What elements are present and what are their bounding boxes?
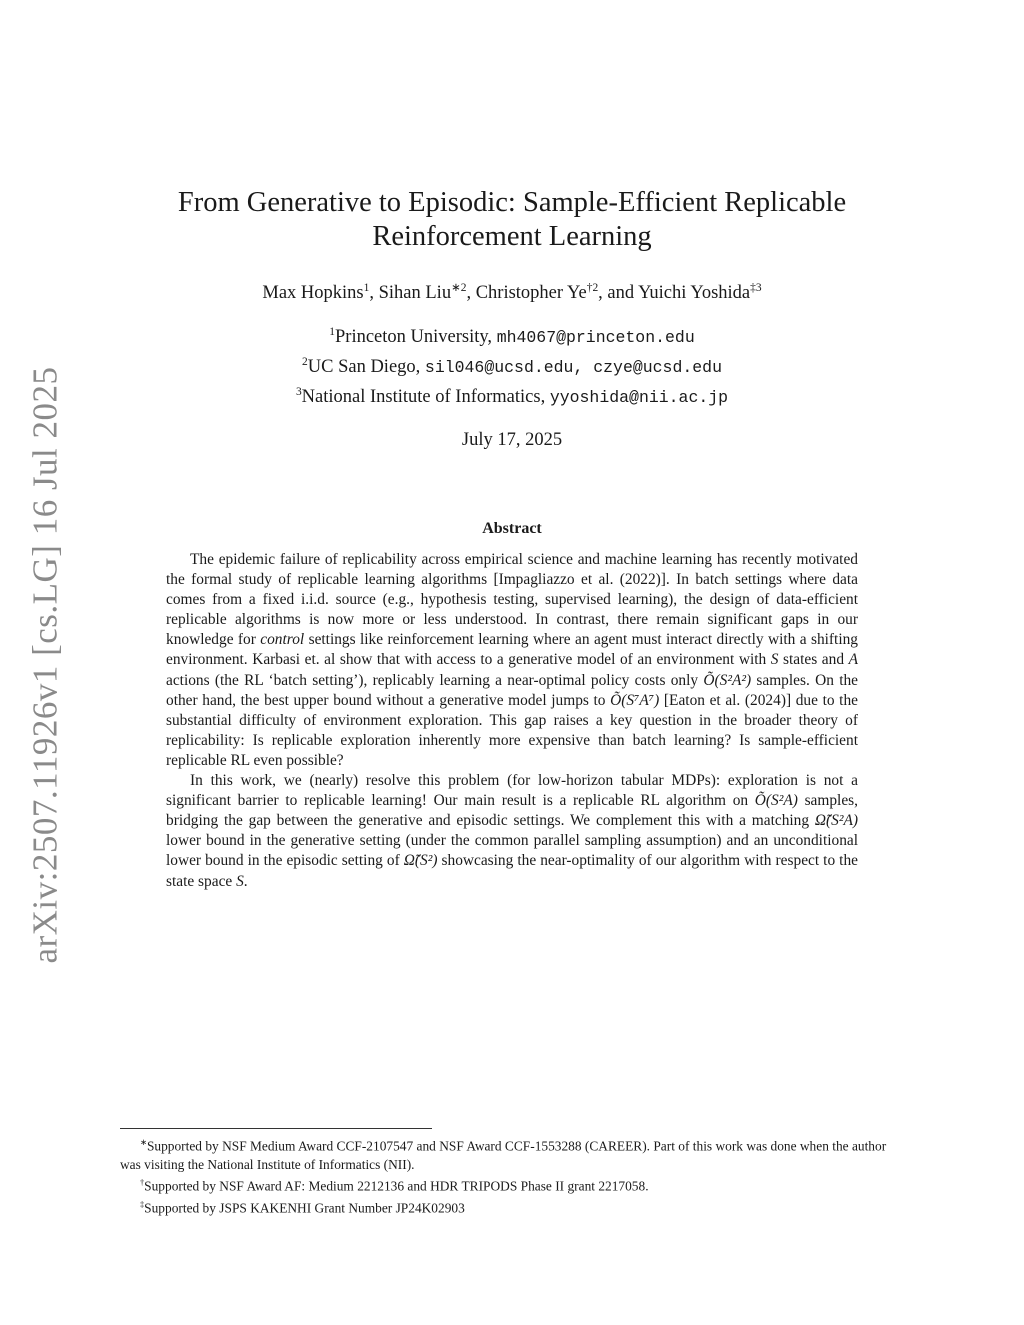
abstract-text: . [243,872,248,890]
abstract-body [166,550,858,892]
abstract-text: [Eaton et al. (2024)] due to the substantial difficulty of environment exploration. This gap raises a key question in the broader theory of replicability: Is replicable exploration inherently more expensive than batch learning? Is sample-efficient replicable RL even possible? [166,691,858,769]
paper-title [120,186,904,254]
affiliation-name: Princeton University, [335,327,497,348]
author-separator: , [466,283,476,304]
author-name: Christopher Ye [475,283,587,304]
abstract-emphasis: control [260,631,305,649]
affiliation-email[interactable]: yyoshida@nii.ac.jp [549,388,729,408]
math-expression: Õ(S⁷A⁷) [610,691,660,709]
abstract-text: actions (the RL ‘batch setting’), replicably learning a near-optimal policy costs only [166,671,704,689]
footnote [120,1174,904,1196]
footnotes [120,1134,904,1218]
author-mark: 1 [363,282,370,294]
math-symbol: A [848,651,858,669]
author-mark: ∗2 [451,282,467,294]
author-separator: , [369,283,379,304]
author-name: Max Hopkins [262,283,364,304]
abstract-paragraph-1 [166,550,858,771]
math-expression: Ω̃(S²) [403,852,438,870]
abstract-heading: Abstract [482,520,542,537]
footnote-text: Supported by NSF Medium Award CCF-2107547 and NSF Award CCF-1553288 (CAREER). Part of this work was done when the author was visiting the National Institute of Informatics (NII). [120,1138,887,1172]
title-line-2: Reinforcement Learning [372,221,652,252]
affiliation [120,380,904,410]
author-mark: ‡3 [750,282,762,294]
author-list [120,280,904,304]
affiliation-email[interactable]: mh4067@princeton.edu [496,328,695,348]
abstract-text: lower bound in the generative setting (under the common parallel sampling assumption) and an unconditional lower bound in the episodic setting of [166,832,858,870]
affiliation-number: 1 [329,326,335,338]
abstract-text: settings like reinforcement learning where an agent must interact directly with a shifting environment. Karbasi et. al show that with access to a generative model of an environment with [166,631,858,669]
abstract-text: samples, bridging the gap between the generative and episodic settings. We complement this with a matching [166,792,858,830]
abstract-paragraph-2 [166,771,858,892]
publication-date: July 17, 2025 [461,430,563,450]
math-symbol: S [770,651,779,669]
author-separator: , and [598,283,639,304]
affiliation-number: 2 [302,356,308,369]
footnote-mark: ‡ [140,1200,145,1210]
arxiv-identifier-stamp [26,366,66,964]
abstract-text: In this work, we (nearly) resolve this problem (for low-horizon tabular MDPs): exploration is not a significant barrier to replicable learning! Our main result is a replicable RL algorithm on [166,772,858,810]
math-symbol: S [236,872,244,890]
abstract-text: samples. On the other hand, the best upper bound without a generative model jumps to [166,671,858,709]
footnote-divider [120,1128,432,1129]
affiliation-email[interactable]: sil046@ucsd.edu, czye@ucsd.edu [424,358,722,378]
affiliation-name: National Institute of Informatics, [301,387,550,408]
math-expression: Õ(S²A) [754,792,798,810]
affiliation-name: UC San Diego, [307,357,425,378]
affiliation [120,320,904,350]
author-name: Yuichi Yoshida [638,283,751,304]
footnote-text: Supported by NSF Award AF: Medium 2212136 and HDR TRIPODS Phase II grant 2217058. [144,1178,649,1194]
abstract-text: The epidemic failure of replicability across empirical science and machine learning has recently motivated the formal study of replicable learning algorithms [Impagliazzo et al. (2022)]. In batch settings where data comes from a fixed i.i.d. source (e.g., hypothesis testing, supervised learning), the design of data-efficient replicable algorithms is now more or less understood. In contrast, there remain significant gaps in our knowledge for [166,551,858,649]
footnote-mark: † [140,1178,145,1188]
author-mark: †2 [586,282,599,294]
math-expression: Ω̃(S²A) [814,812,858,830]
footnote-mark: ∗ [140,1138,147,1147]
arxiv-identifier-text: arXiv:2507.11926v1 [cs.LG] 16 Jul 2025 [26,366,65,964]
affiliation [120,350,904,380]
math-expression: Õ(S²A²) [703,671,752,689]
footnote-text: Supported by JSPS KAKENHI Grant Number JP24K02903 [144,1200,465,1216]
affiliation-number: 3 [295,386,302,399]
footnote [120,1196,904,1218]
abstract-text: showcasing the near-optimality of our algorithm with respect to the state space [166,852,858,890]
affiliation-list [120,320,904,410]
abstract-text: states and [778,651,849,669]
author-name: Sihan Liu [378,283,452,304]
title-line-1: From Generative to Episodic: Sample-Efficient Replicable [177,187,847,218]
footnote [120,1134,904,1174]
